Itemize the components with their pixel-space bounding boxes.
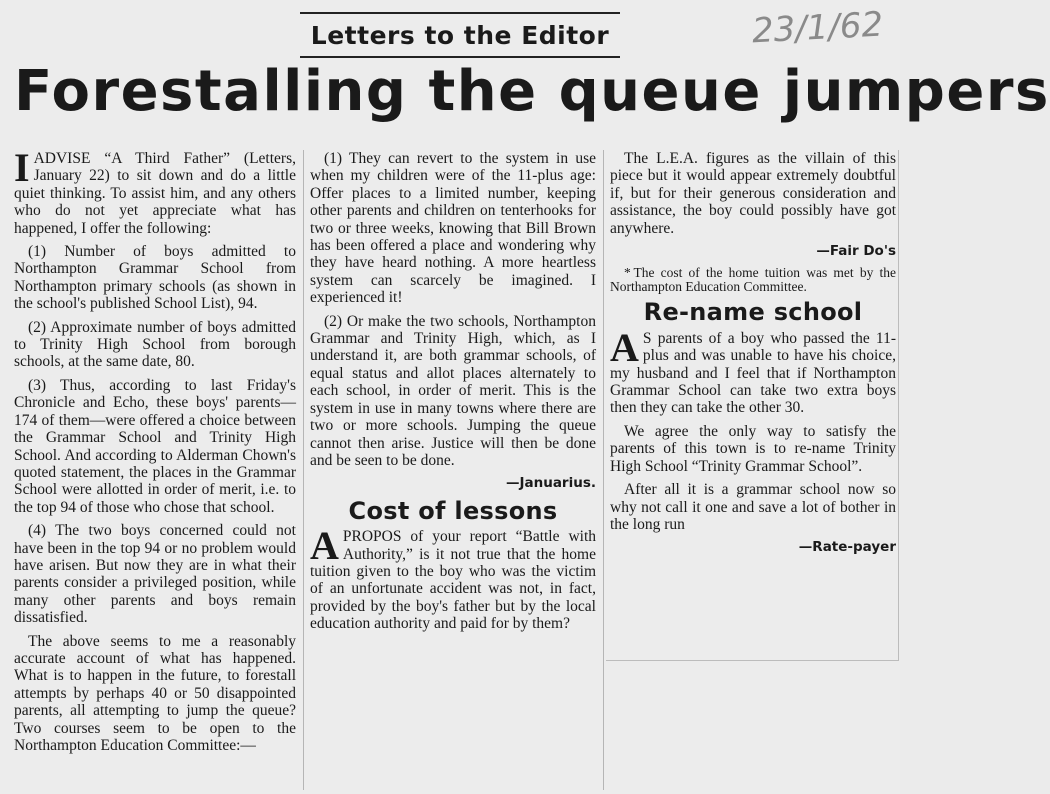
- letter3-dropcap: A: [610, 324, 639, 370]
- letter1-p7: (1) They can revert to the system in use when my children were of the 11-plus age: Offer places to a limited number, keeping other parents and children on tenterhooks for two or three weeks, knowing that Bill Brown has been offered a place and wondering why they have heard nothing. A more heartless system can scarcely be imagined. I experienced it!: [310, 150, 596, 307]
- editor-note: * The cost of the home tuition was met by the Northampton Education Committee.: [610, 265, 896, 295]
- letter2-paragraph: [310, 523, 596, 633]
- column-rule: [603, 150, 604, 790]
- column-1: [14, 145, 296, 760]
- letter1-p6: The above seems to me a reasonably accurate account of what has happened. What is to happen in the future, to forestall attempts by perhaps 40 or 50 disappointed parents, all attempting to jump the queue? Two courses seem to be open to the Northampton Education Committee:—: [14, 632, 296, 754]
- column-3: [610, 150, 896, 563]
- column-rule: [303, 150, 304, 790]
- handwritten-date: 23/1/62: [751, 4, 885, 52]
- letter3-heading: Re-name school: [643, 298, 863, 327]
- letter3-signature: —Rate-payer: [798, 539, 896, 556]
- letter2-p2: The L.E.A. figures as the villain of this piece but it would appear extremely doubtful if, but for their generous consideration and assistance, the boy could possibly have got anywhere.: [610, 150, 896, 237]
- letter3-p1: S parents of a boy who passed the 11-plus and was unable to have his choice, my husband and I feel that if Northampton Grammar School can take two extra boys then they can take the other 30.: [610, 329, 896, 417]
- letter1-p1: ADVISE “A Third Father” (Letters, January 22) to sit down and do a little quiet thinking. To assist him, and any others who do not yet appreciate what has happened, I offer the following:: [14, 150, 296, 237]
- letter1-p4: (3) Thus, according to last Friday's Chronicle and Echo, these boys' parents—174 of them—were offered a choice between the Grammar School and Trinity High School. And according to Alderman Chown's quoted statement, the places in the Grammar School were allotted in order of merit, i.e. to the top 94 of those who chose that school.: [14, 376, 296, 516]
- letter1-dropcap: I: [14, 145, 30, 190]
- letter1-p8: (2) Or make the two schools, Northampton Grammar and Trinity High, which, as I understand it, are both grammar schools, of equal status and allot places alternately to each school, in order of merit. This is the system in use in many towns where there are two or more schools. Jumping the queue cannot then arise. Justice will then be done and be seen to be done.: [310, 312, 596, 469]
- letter2-p1: PROPOS of your report “Battle with Authority,” is it not true that the home tuition given to the boy who was the victim of an unfortunate accident was not, in fact, provided by the boy's father but by the local education authority and paid for by them?: [310, 528, 596, 633]
- letter2-heading: Cost of lessons: [348, 496, 558, 525]
- letter3-paragraph: [610, 324, 896, 417]
- headline: Forestalling the queue jumpers: [14, 59, 1050, 124]
- letter1-p3: (2) Approximate number of boys admitted to Trinity High School from borough schools, at the same date, 80.: [14, 318, 296, 371]
- letter1-paragraph: [14, 145, 296, 237]
- letter1-signature: —Januarius.: [505, 475, 596, 492]
- letter3-p3: After all it is a grammar school now so why not call it one and save a lot of bother in the long run: [610, 481, 896, 533]
- letter3-p2: We agree the only way to satisfy the parents of this town is to re-name Trinity High School “Trinity Grammar School”.: [610, 422, 896, 475]
- letter2-signature: —Fair Do's: [816, 243, 896, 260]
- column-2: [310, 150, 596, 639]
- letter2-dropcap: A: [310, 523, 339, 569]
- letter1-p5: (4) The two boys concerned could not have been in the top 94 or no problem would have arisen. But now they are in what their parents consider a privileged position, while many other parents and boys remain dissatisfied.: [14, 522, 296, 627]
- section-heading: Letters to the Editor: [300, 12, 620, 58]
- letter1-p2: (1) Number of boys admitted to Northampton Grammar School from Northampton primary schools (as shown in the school's published School List), 94.: [14, 243, 296, 313]
